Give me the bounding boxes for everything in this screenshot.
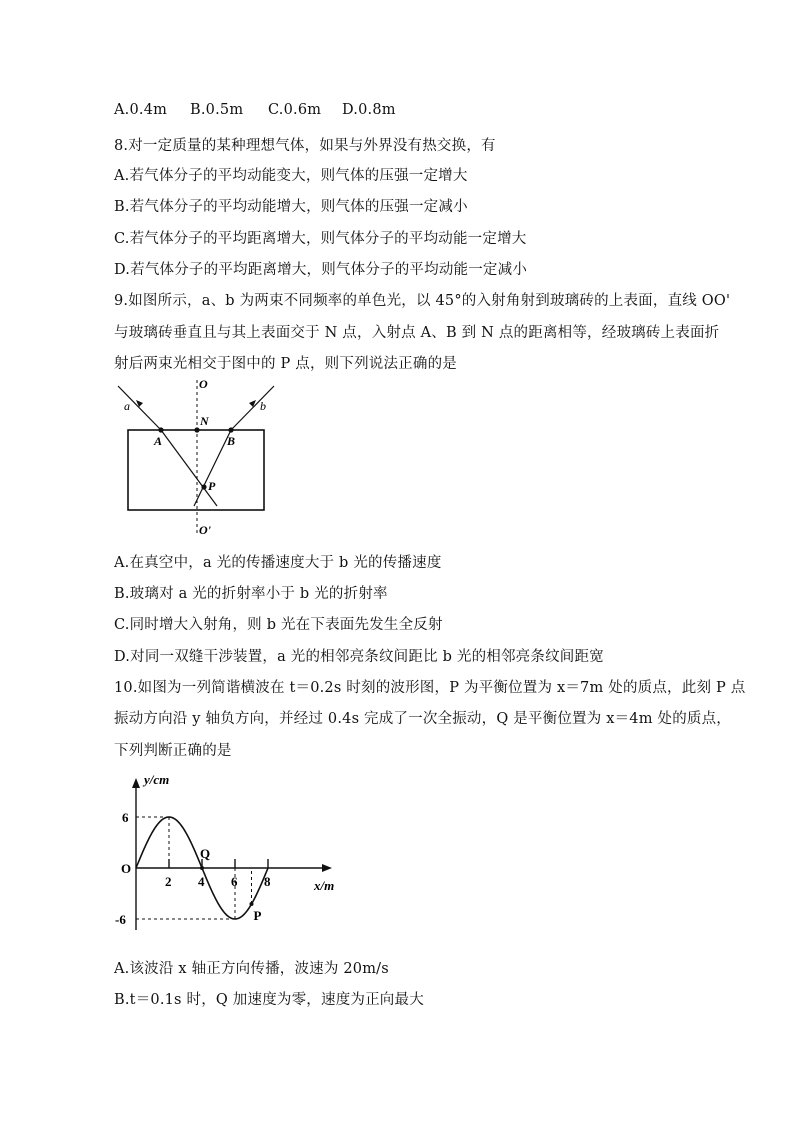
q8-stem: 8.对一定质量的某种理想气体，如果与外界没有热交换，有 [114,138,496,154]
point-q [200,866,204,870]
q9-option-b: B.玻璃对 a 光的折射率小于 b 光的折射率 [114,586,388,602]
x-axis-label: x/m [314,878,335,893]
label-a-point: A [154,434,163,448]
label-ray-a: a [124,399,130,413]
point-p [201,484,206,489]
label-n: N [200,414,209,428]
point-n [194,427,199,432]
label-b-point: B [227,434,236,448]
q10-option-b: B.t＝0.1s 时，Q 加速度为零，速度为正向最大 [114,992,424,1008]
label-o-top: O [199,377,208,391]
y-axis-label: y/cm [144,772,170,787]
point-a [158,427,163,432]
label-p: P [208,479,216,493]
x-tick-label: 4 [198,874,205,889]
annotation-label-q: Q [200,846,211,861]
q8-option-b: B.若气体分子的平均动能增大，则气体的压强一定减小 [114,199,468,215]
chart-axes [132,778,335,930]
q9-stem-line-3: 射后两束光相交于图中的 P 点，则下列说法正确的是 [114,356,457,372]
y-tick-label: 6 [122,810,129,825]
q8-option-a: A.若气体分子的平均动能变大，则气体的压强一定增大 [114,168,468,184]
q10-stem-line-2: 振动方向沿 y 轴负方向，并经过 0.4s 完成了一次全振动，Q 是平衡位置为 x＝4m 处的质点， [114,711,731,727]
y-tick-label: -6 [115,912,126,927]
annotation-label-p: P [253,908,262,924]
glass-brick [128,430,264,510]
y-axis-arrow [132,778,140,788]
q10-stem-line-3: 下列判断正确的是 [114,743,232,759]
label-ray-b: b [260,399,266,413]
q9-option-d: D.对同一双缝干涉装置，a 光的相邻亮条纹间距比 b 光的相邻亮条纹间距宽 [114,649,604,665]
q7-option-d: D.0.8m [342,102,396,118]
point-p [250,902,254,906]
ray-b-incident [231,386,274,430]
x-axis-arrow [322,864,332,872]
ray-b-refracted [194,430,231,506]
x-tick-label: 6 [231,874,238,889]
origin-label: O [121,861,132,876]
q8-option-d: D.若气体分子的平均距离增大，则气体分子的平均动能一定减小 [114,262,528,278]
q9-figure [110,376,300,542]
label-o-bottom: O' [199,523,211,537]
wave-chart [110,768,350,943]
q7-option-a: A.0.4m [114,102,168,118]
x-tick-label: 8 [264,874,271,889]
q7-options [114,102,396,118]
q10-stem-line-1: 10.如图为一列简谐横波在 t＝0.2s 时刻的波形图，P 为平衡位置为 x＝7m 处的质点，此刻 P 点 [114,680,746,696]
q7-option-c: C.0.6m [268,102,322,118]
q9-stem-line-1: 9.如图所示，a、b 为两束不同频率的单色光，以 45°的入射角射到玻璃砖的上表面，直线 OO' [114,293,731,309]
x-tick-label: 2 [165,874,172,889]
q10-option-a: A.该波沿 x 轴正方向传播，波速为 20m/s [114,961,389,977]
point-b [228,427,233,432]
ray-a-refracted [161,430,217,506]
q8-option-c: C.若气体分子的平均距离增大，则气体分子的平均动能一定增大 [114,231,527,247]
q9-option-a: A.在真空中，a 光的传播速度大于 b 光的传播速度 [114,555,442,571]
q9-stem-line-2: 与玻璃砖垂直且与其上表面交于 N 点，入射点 A、B 到 N 点的距离相等，经玻璃砖上表面折 [114,325,720,341]
q9-option-c: C.同时增大入射角，则 b 光在下表面先发生全反射 [114,617,443,633]
q7-option-b: B.0.5m [190,102,244,118]
